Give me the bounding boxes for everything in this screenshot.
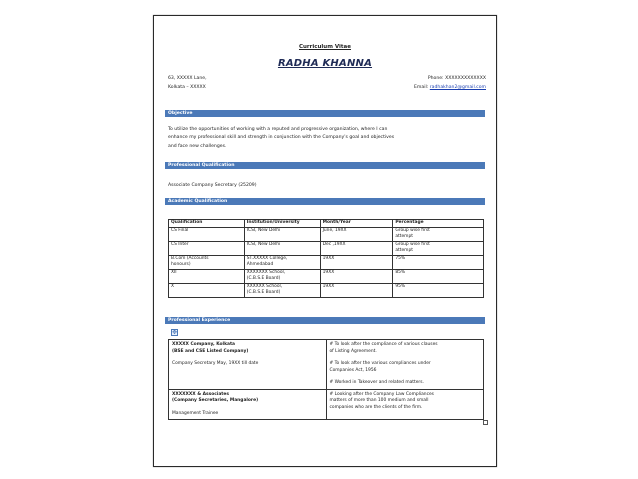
table-row [169, 283, 484, 297]
document-title: Curriculum Vitae [298, 44, 351, 50]
table-move-handle-icon[interactable]: ✥ [172, 329, 178, 336]
table-resize-handle-icon[interactable] [483, 420, 488, 425]
table-row [169, 227, 484, 241]
job2-duty-line: companies who are the clients of the firm. [329, 404, 423, 410]
cell-line: Ahmedabad [246, 262, 274, 267]
table-cell [326, 340, 484, 390]
table-cell: CS Final [169, 227, 245, 241]
table-row [169, 389, 484, 420]
address-line-1: 63, XXXXX Lane, [168, 76, 207, 81]
table-row [169, 340, 484, 390]
cell-line: attempt [395, 234, 413, 239]
job1-duty-line: # To look after the compliance of various clauses [329, 342, 438, 347]
table-cell: June, 19XX [320, 227, 393, 241]
job2-type: (Company Secretaries, Mangalore) [172, 398, 259, 403]
table-cell: 95% [393, 283, 484, 297]
objective-line-1: To utilize the opportunities of working with a reputed and progressive organization, where I can [168, 127, 388, 132]
job1-listing: (BSE and CSE Listed Company) [172, 348, 249, 354]
cell-line: Group wise first [395, 227, 430, 233]
column-header: Percentage [393, 220, 484, 228]
table-cell: XII [169, 269, 245, 283]
table-cell [393, 241, 484, 255]
column-header: Institution/University [244, 220, 320, 228]
address-line-2: Kolkata – XXXXX [168, 85, 206, 90]
table-cell: 19XX [320, 269, 393, 283]
job1-duty-line: of Listing Agreement. [329, 348, 377, 354]
phone-line [428, 75, 486, 83]
job1-duty-line: Companies Act, 1956 [329, 367, 377, 373]
job1-duty-line: # Worked in Takeover and related matters. [329, 380, 424, 385]
table-row [169, 241, 484, 255]
job2-duty-line: matters of more than 100 medium and small [329, 398, 429, 403]
table-row [169, 255, 484, 269]
cell-line: (C.B.S.E Board) [246, 276, 281, 281]
objective-line-2: enhance my professional skill and strength in conjunction with the Company's goal and objectives [168, 135, 395, 141]
cell-line: (C.B.S.E Board) [246, 290, 281, 295]
objective-line-3: and face new challenges. [168, 143, 227, 149]
table-cell: 19XX [320, 255, 393, 269]
cell-line: B.Com (Accounts [171, 255, 209, 261]
table-cell [244, 283, 320, 297]
cv-page [153, 15, 497, 467]
table-cell: ICSI, New Delhi [244, 227, 320, 241]
table-cell: 19XX [320, 283, 393, 297]
column-header: Month/Year [320, 220, 393, 228]
phone-value: XXXXXXXXXXXXX [445, 76, 486, 81]
job1-duty-line: # To look after the various compliances under [329, 361, 431, 366]
table-cell: CS Inter [169, 241, 245, 255]
table-cell: X [169, 283, 245, 297]
job2-company: XXXXXXX & Associates [172, 391, 229, 397]
table-header-row [169, 220, 484, 228]
cell-line: XXXXXX School, [246, 283, 283, 289]
table-cell [169, 255, 245, 269]
job2-role: Management Trainee [172, 410, 219, 416]
table-cell [244, 255, 320, 269]
cell-line: Group wise first [395, 241, 430, 247]
candidate-name: RADHA KHANNA [277, 58, 373, 69]
cell-line: ST.XXXXX College, [246, 255, 288, 261]
section-header-academic-qualification: Academic Qualification [165, 198, 485, 205]
table-cell: ICSI, New Delhi [244, 241, 320, 255]
email-label: Email: [414, 85, 430, 90]
column-header: Qualification [169, 220, 245, 228]
table-cell [393, 227, 484, 241]
cell-line: honours) [171, 262, 191, 267]
table-cell [169, 340, 327, 390]
table-cell [244, 269, 320, 283]
cell-line: XXXXXXX School, [246, 269, 286, 275]
job2-duty-line: # Looking after the Company Law Compliances [329, 391, 434, 397]
table-cell [169, 389, 327, 420]
table-cell: 75% [393, 255, 484, 269]
cell-line: attempt [395, 248, 413, 253]
job1-role: Company Secretary May, 19XX till date [172, 361, 259, 366]
table-cell [326, 389, 484, 420]
experience-table [168, 339, 484, 420]
table-cell: 85% [393, 269, 484, 283]
academic-table [168, 219, 484, 298]
objective-text [168, 126, 484, 151]
section-header-professional-experience: Professional Experience [165, 317, 485, 324]
section-header-objective: Objective [165, 110, 485, 117]
table-cell: Dec ,19XX [320, 241, 393, 255]
phone-label: Phone: [427, 76, 446, 81]
job1-company: XXXXX Company, Kolkata [172, 342, 236, 347]
professional-qualification-text: Associate Company Secretary (25209) [168, 183, 257, 188]
section-header-professional-qualification: Professional Qualification [165, 162, 485, 169]
email-line [414, 84, 486, 92]
table-row [169, 269, 484, 283]
email-link[interactable]: radhakhan2@gmail.com [429, 85, 486, 90]
